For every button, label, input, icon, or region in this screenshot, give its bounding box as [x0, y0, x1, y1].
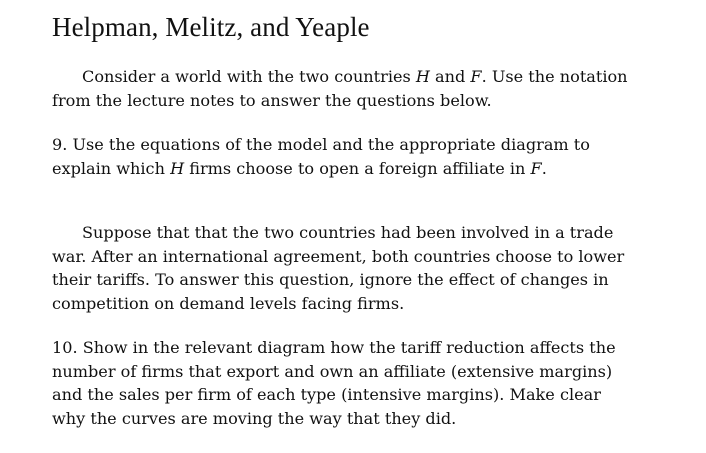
- context-paragraph: [52, 221, 648, 315]
- intro-paragraph: [52, 65, 648, 112]
- question-10-line: and the sales per firm of each type (intensive margins). Make clear: [52, 385, 601, 405]
- question-9-line: 9. Use the equations of the model and the appropriate diagram to: [52, 135, 590, 154]
- question-10: [52, 336, 648, 430]
- context-line: Suppose that that the two countries had been involved in a trade: [82, 223, 614, 242]
- question-9-line: explain which H firms choose to open a foreign affiliate in F.: [52, 158, 547, 178]
- context-line: war. After an international agreement, both countries choose to lower: [52, 246, 625, 266]
- intro-line: Consider a world with the two countries H and F. Use the notation: [82, 67, 628, 86]
- context-line: competition on demand levels facing firms.: [52, 293, 405, 313]
- question-9: [52, 133, 648, 180]
- document-title: Helpman, Melitz, and Yeaple: [52, 12, 370, 42]
- context-line: their tariffs. To answer this question, ignore the effect of changes in: [52, 270, 609, 290]
- question-10-line: why the curves are moving the way that they did.: [52, 408, 457, 428]
- question-10-line: number of firms that export and own an affiliate (extensive margins): [52, 361, 613, 381]
- question-10-line: 10. Show in the relevant diagram how the tariff reduction affects the: [52, 338, 616, 357]
- intro-line: from the lecture notes to answer the questions below.: [52, 90, 492, 110]
